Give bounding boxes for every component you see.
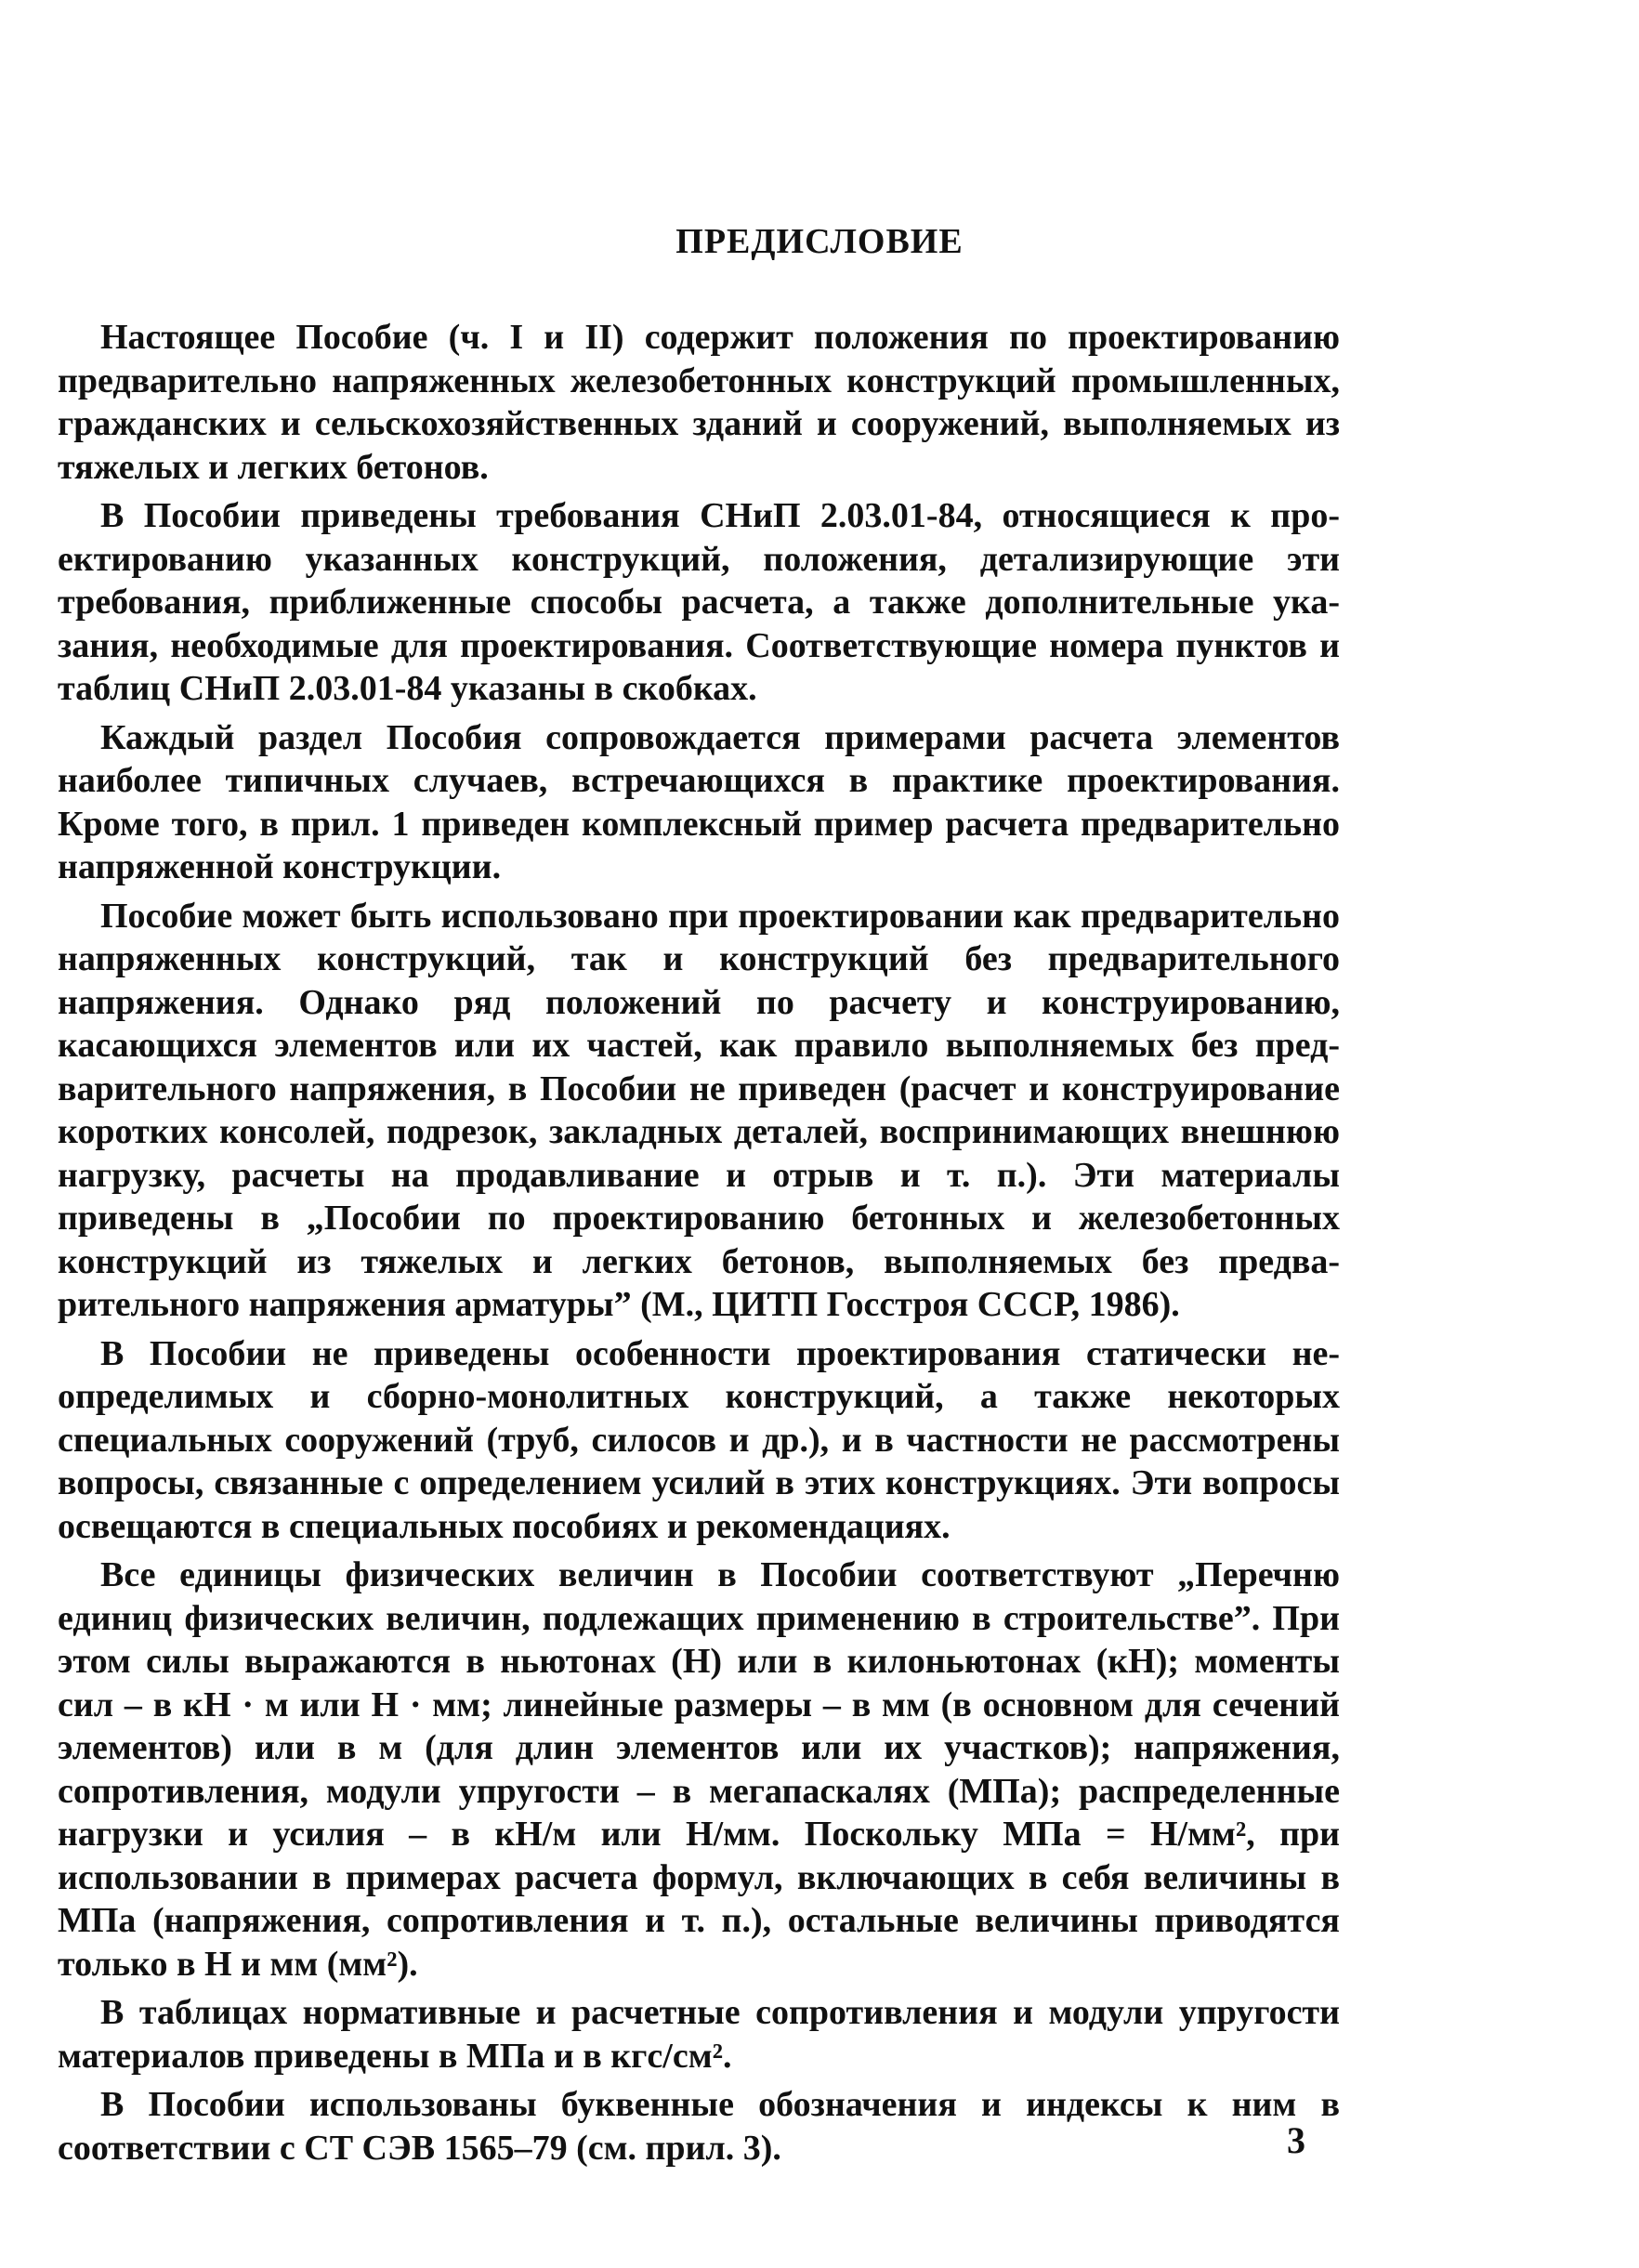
paragraph: В Пособии не приведены особенности проектирования статически неопределимых и сборно-монолитных конструкций, а также некоторых специальных сооружений (труб, силосов и др.), и в частности не рассмотрены вопросы, связанные с определением усилий в этих конструкциях. Эти вопросы освещаются в специальных пособиях и рекомендациях.: [58, 1333, 1340, 1546]
page-number: 3: [1287, 2119, 1305, 2161]
paragraph: В Пособии использованы буквенные обозначения и индексы к ним в соответствии с СТ СЭВ 1565–79 (см. прил. 3).: [58, 2085, 1340, 2168]
paragraph: Пособие может быть использовано при проектировании как предварительно напряженных конструкций, так и конструкций без предварительного напряжения. Однако ряд положений по расчету и конструированию, касающихся элементов или их частей, как правило выполняемых без предварительного напряжения, в Пособии не приведен (расчет и конструирование коротких консолей, подрезок, закладных деталей, воспринимающих внешнюю нагрузку, расчеты на продавливание и отрыв и т. п.). Эти материалы приведены в „Пособии по проектированию бетонных и железобетонных конструкций из тяжелых и легких бетонов, выполняемых без предварительного напряжения арматуры” (М., ЦИТП Госстроя СССР, 1986).: [58, 896, 1340, 1324]
preface-body: [58, 316, 1340, 2175]
paragraph: Каждый раздел Пособия сопровождается примерами расчета элементов наиболее типичных случаев, встречающихся в практике проектирования. Кроме того, в прил. 1 приведен комплексный пример расчета предварительно напряженной конструкции.: [58, 717, 1340, 886]
paragraph: Все единицы физических величин в Пособии соответствуют „Перечню единиц физических величин, подлежащих применению в строительстве”. При этом силы выражаются в ньютонах (Н) или в килоньютонах (кН); моменты сил – в кН · м или Н · мм; линейные размеры – в мм (в основном для сечений элементов) или в м (для длин элементов или их участков); напряжения, сопротивления, модули упругости – в мегапаскалях (МПа); распределенные нагрузки и усилия – в кН/м или Н/мм. Поскольку МПа = Н/мм², при использовании в примерах расчета формул, включающих в себя величины в МПа (напряжения, сопротивления и т. п.), остальные величины приводятся только в Н и мм (мм²).: [58, 1555, 1340, 1984]
paragraph: В Пособии приведены требования СНиП 2.03.01-84, относящиеся к проектированию указанных конструкций, положения, детализирующие эти требования, приближенные способы расчета, а также дополнительные указания, необходимые для проектирования. Соответствующие номера пунктов и таблиц СНиП 2.03.01-84 указаны в скобках.: [58, 496, 1340, 708]
paragraph: Настоящее Пособие (ч. I и II) содержит положения по проектированию предварительно напряженных железобетонных конструкций промышленных, гражданских и сельскохозяйственных зданий и сооружений, выполняемых из тяжелых и легких бетонов.: [58, 318, 1340, 487]
paragraph: В таблицах нормативные и расчетные сопротивления и модули упругости материалов приведены в МПа и в кгс/см².: [58, 1993, 1340, 2076]
page-title: ПРЕДИСЛОВИЕ: [675, 222, 964, 261]
